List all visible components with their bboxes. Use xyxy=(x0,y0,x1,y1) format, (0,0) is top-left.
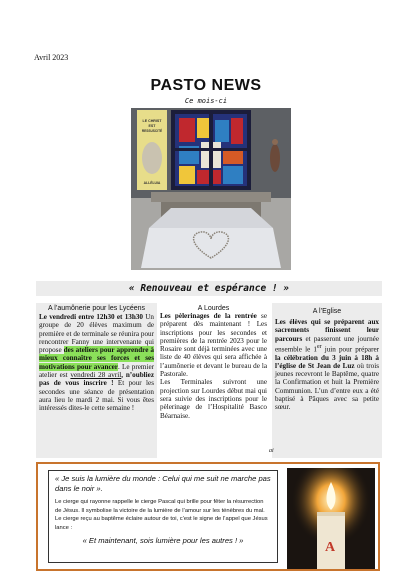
svg-text:ALLÉLUIA: ALLÉLUIA xyxy=(143,181,161,185)
lourdes-section xyxy=(157,303,270,458)
church-section xyxy=(272,303,382,458)
stray-text: ai xyxy=(269,448,274,454)
candle-image xyxy=(287,468,375,569)
svg-text:RESSUSCITÉ: RESSUSCITÉ xyxy=(141,129,163,133)
section-text: Les élèves qui se préparent aux sacrements finissent leur parcours et passeront une journée ensemble le 1er juin pour préparer la célébration du 3 juin à 18h à l’église de St Jean de Luz où trois jeunes recevront le Baptême, quatre la Confirmation et huit la Première Communion. L’un d’entre eux a été baptisé à Pâques avec sa petite sœur. xyxy=(275,318,379,412)
svg-text:EST: EST xyxy=(148,124,156,128)
theme-banner: « Renouveau et espérance ! » xyxy=(36,281,382,296)
newsletter-subtitle: Ce mois-ci xyxy=(184,97,228,105)
quote-body: Le cierge qui rayonne rappelle le cierge Pascal qui brille pour fêter la résurrection de Jésus. Il symbolise la victoire de la lumière de l’amour sur les ténèbres du mal. Le cierge reçu au baptême éclaire autour de toi, c’est le signe de l’appel que Jésus lance : xyxy=(55,499,268,531)
section-heading: A Lourdes xyxy=(197,305,230,312)
newsletter-title: PASTO NEWS xyxy=(150,77,262,94)
candle-mark: A xyxy=(325,540,336,555)
quote-bottom: « Et maintenant, sois lumière pour les autres ! » xyxy=(82,536,244,546)
section-heading: A l’aumônerie pour les Lycéens xyxy=(47,305,146,312)
quote-text-box xyxy=(48,470,278,563)
section-heading: A l’Eglise xyxy=(312,308,342,315)
section-text: Les Terminales suivront une projection sur Lourdes début mai qui sera suivie des inscriptions pour le pèlerinage de l’Hospitalité Basco Béarnaise. xyxy=(160,378,267,420)
issue-date: Avril 2023 xyxy=(34,53,69,62)
section-text: Les pèlerinages de la rentrée se préparent dès maintenant ! Les inscriptions pour les secondes et premières de la rentrée 2023 pour le Rosaire sont déjà terminées avec une liste de 40 élèves qui sera affichée à l’aumônerie et devant le bureau de la Pastorale. xyxy=(160,312,268,379)
quote-frame xyxy=(36,462,380,571)
svg-text:LE CHRIST: LE CHRIST xyxy=(142,119,162,123)
section-text: Le vendredi entre 12h30 et 13h30 Un groupe de 20 élèves maximum de première et de terminale se réunira pour rencontrer Fanny une intervenante qui propose des ateliers pour apprendre à mieux connaître ses forces et ses motivations pour avancer. Le premier atelier est vendredi 28 avril, n’oubliez pas de vous inscrire ! Et pour les secondes une séance de présentation aura lieu le mardi 2 mai. Si vous êtes intéressés dites-le cette semaine ! xyxy=(39,313,154,413)
quote-top: « Je suis la lumière du monde : Celui qui me suit ne marche pas dans le noir ». xyxy=(55,474,271,493)
chapel-photo xyxy=(131,108,291,270)
lycee-chaplaincy-section xyxy=(36,303,157,458)
